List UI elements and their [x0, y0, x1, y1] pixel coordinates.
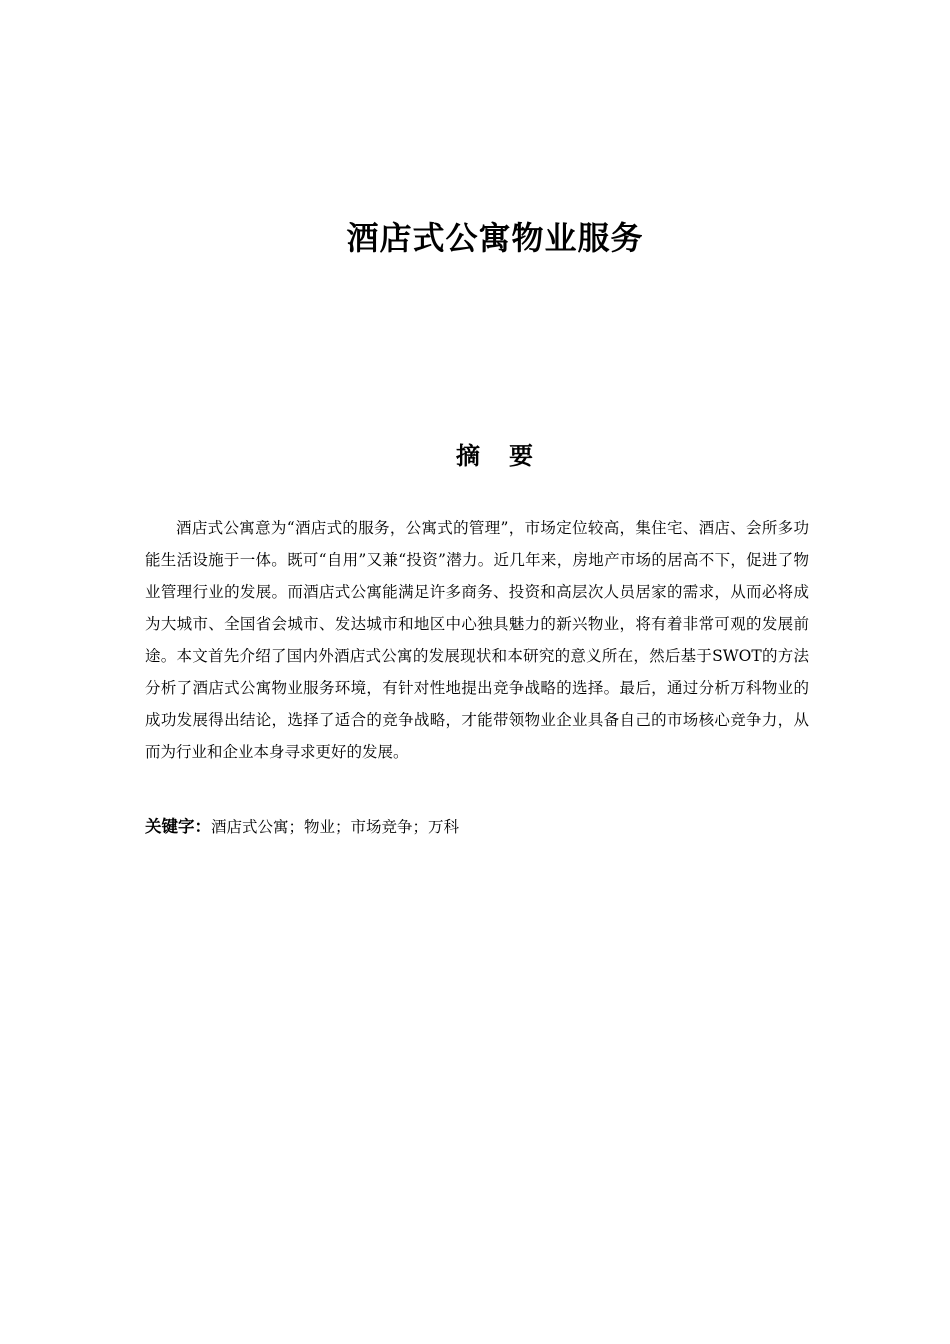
keywords-label: 关键字： [145, 817, 211, 836]
document-title: 酒店式公寓物业服务 [346, 219, 644, 257]
keywords-line [145, 814, 809, 840]
abstract-body: 酒店式公寓意为“酒店式的服务，公寓式的管理”，市场定位较高，集住宅、酒店、会所多功能生活设施于一体。既可“自用”又兼“投资”潜力。近几年来，房地产市场的居高不下，促进了物业管理行业的发展。而酒店式公寓能满足许多商务、投资和高层次人员居家的需求，从而必将成为大城市、全国省会城市、发达城市和地区中心独具魅力的新兴物业，将有着非常可观的发展前途。本文首先介绍了国内外酒店式公寓的发展现状和本研究的意义所在，然后基于SWOT的方法分析了酒店式公寓物业服务环境，有针对性地提出竞争战略的选择。最后，通过分析万科物业的成功发展得出结论，选择了适合的竞争战略，才能带领物业企业具备自己的市场核心竞争力，从而为行业和企业本身寻求更好的发展。 [145, 519, 809, 761]
keywords-text: 酒店式公寓；物业；市场竞争；万科 [211, 818, 460, 836]
abstract-heading-char-2: 要 [509, 442, 534, 470]
abstract-heading [0, 438, 950, 474]
abstract-heading-char-1: 摘 [456, 442, 481, 470]
